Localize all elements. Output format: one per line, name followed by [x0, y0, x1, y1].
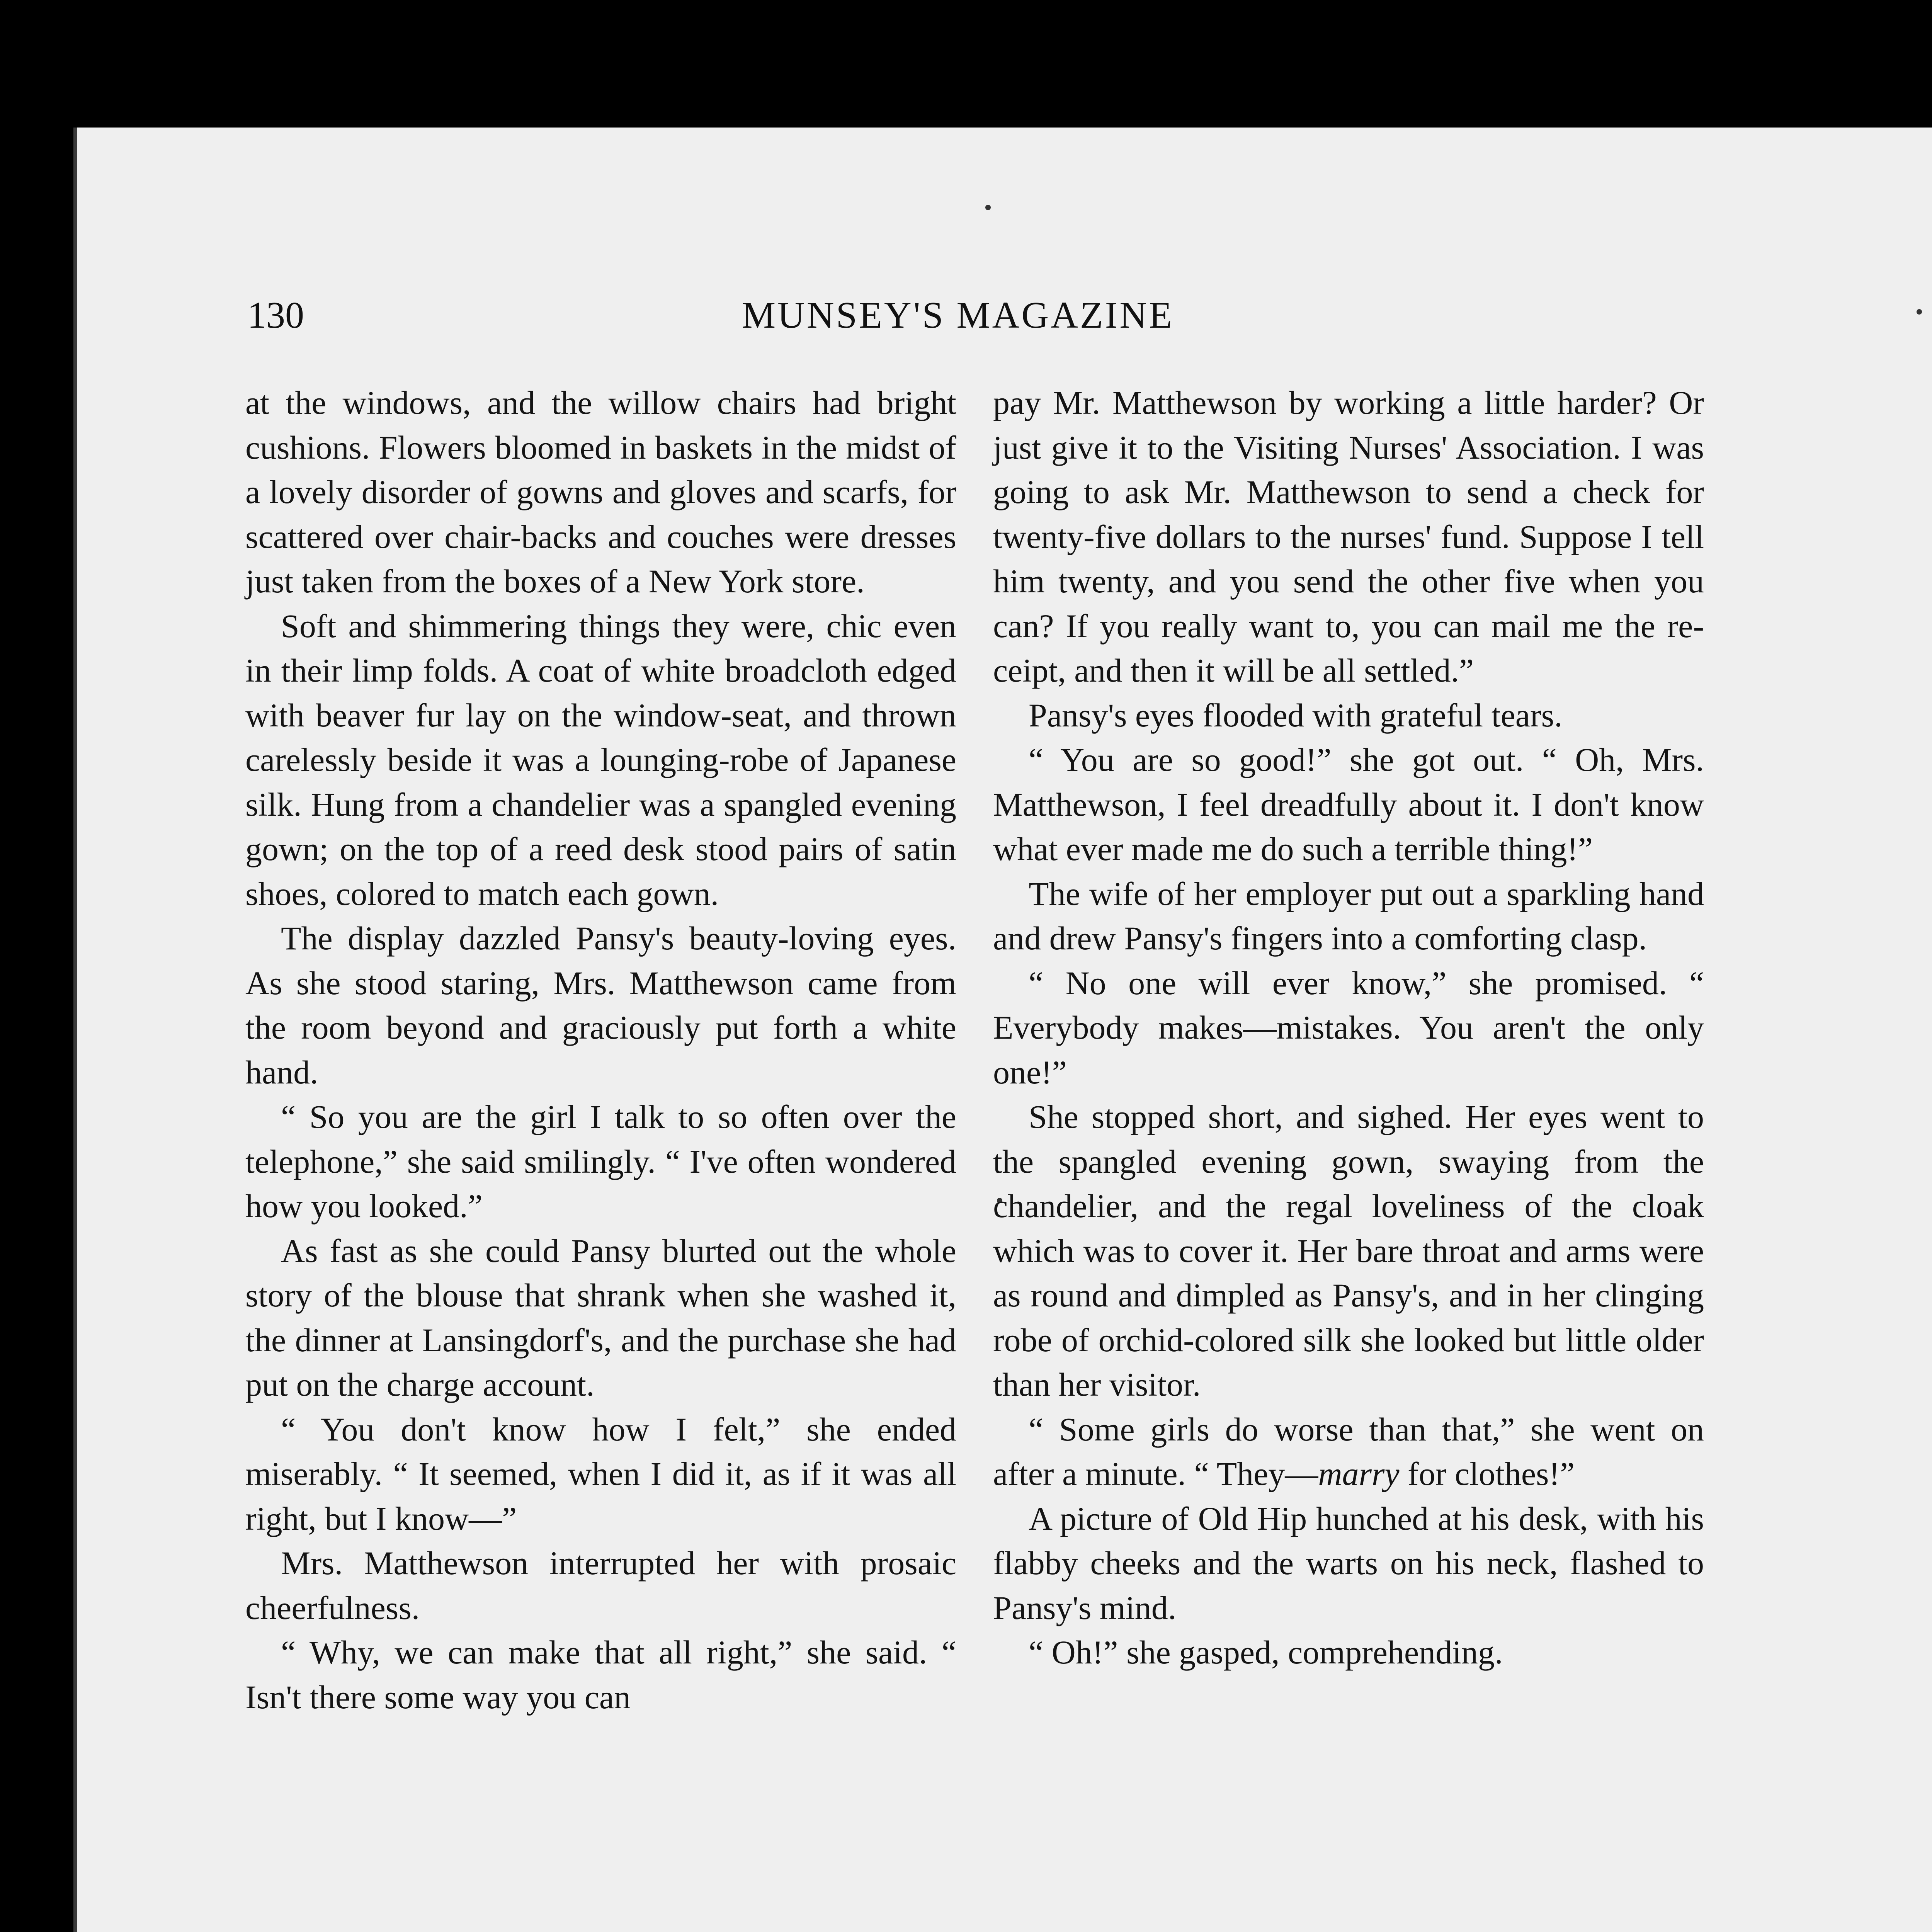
paragraph: at the windows, and the willow chairs had bright cushions. Flowers bloomed in baskets in the midst of a lovely disorder of gowns and gloves and scarfs, for scattered over chair-backs and couches were dresses just taken from the boxes of a New York store. — [245, 384, 956, 600]
paragraph: She stopped short, and sighed. Her eyes went to the spangled evening gown, swaying from the chandelier, and the regal loveliness of the cloak which was to cover it. Her bare throat and arms were as round and dimpled as Pansy's, and in her clinging robe of orchid-colored silk she looked but little older than her visitor. — [993, 1098, 1704, 1403]
print-speck — [1917, 309, 1922, 315]
left-text-column — [245, 381, 956, 1719]
paragraph: “ Why, we can make that all right,” she said. “ Isn't there some way you can — [245, 1634, 956, 1716]
paragraph-text: “ Some girls do worse than that,” she went on after a minute. “ They— — [993, 1410, 1704, 1492]
paragraph: A picture of Old Hip hunched at his desk, with his flabby cheeks and the warts on his neck, flashed to Pansy's mind. — [993, 1500, 1704, 1626]
paragraph: Pansy's eyes flooded with grateful tears. — [1029, 696, 1563, 734]
paragraph-text-end: for clothes!” — [1399, 1455, 1575, 1492]
paragraph: “ Oh!” she gasped, comprehending. — [1029, 1634, 1503, 1671]
magazine-title: MUNSEY'S MAGAZINE — [742, 294, 1174, 336]
paragraph: pay Mr. Matthewson by working a little harder? Or just give it to the Visiting Nurses' Association. I was going to ask Mr. Matthewson to send a check for twenty-five dollars to the nurses' fund. Suppose I tell him twenty, and you send the other five when you can? If you really want to, you can mail me the receipt, and then it will be all settled.” — [993, 384, 1704, 689]
paragraph: “ No one will ever know,” she promised. “ Everybody makes—mistakes. You aren't the only one!” — [993, 964, 1704, 1091]
paragraph: The wife of her employer put out a sparkling hand and drew Pansy's fingers into a comforting clasp. — [993, 875, 1704, 957]
paragraph: “ You don't know how I felt,” she ended miserably. “ It seemed, when I did it, as if it was all right, but I know—” — [245, 1410, 956, 1537]
page-number: 130 — [247, 294, 304, 336]
paragraph: As fast as she could Pansy blurted out the whole story of the blouse that shrank when she washed it, the dinner at Lansingdorf's, and the purchase she had put on the charge account. — [245, 1232, 956, 1403]
emphasis-word: marry — [1318, 1455, 1400, 1492]
paragraph — [993, 1407, 1704, 1497]
paragraph: “ So you are the girl I talk to so often over the telephone,” she said smilingly. “ I've often wondered how you looked.” — [245, 1098, 956, 1225]
paragraph: Soft and shimmering things they were, chic even in their limp folds. A coat of white broadcloth edged with beaver fur lay on the window-seat, and thrown carelessly beside it was a lounging-robe of Japanese silk. Hung from a chandelier was a spangled evening gown; on the top of a reed desk stood pairs of satin shoes, colored to match each gown. — [245, 607, 956, 912]
print-speck — [985, 205, 991, 210]
right-text-column — [993, 381, 1704, 1675]
paragraph: The display dazzled Pansy's beauty-loving eyes. As she stood staring, Mrs. Matthewson came from the room beyond and graciously put forth a white hand. — [245, 920, 956, 1091]
paragraph: “ You are so good!” she got out. “ Oh, Mrs. Matthewson, I feel dreadfully about it. I don't know what ever made me do such a terrible thing!” — [993, 741, 1704, 867]
scan-border-top — [0, 0, 1932, 128]
paragraph: Mrs. Matthewson interrupted her with prosaic cheerfulness. — [245, 1544, 956, 1626]
running-header — [247, 294, 1221, 344]
